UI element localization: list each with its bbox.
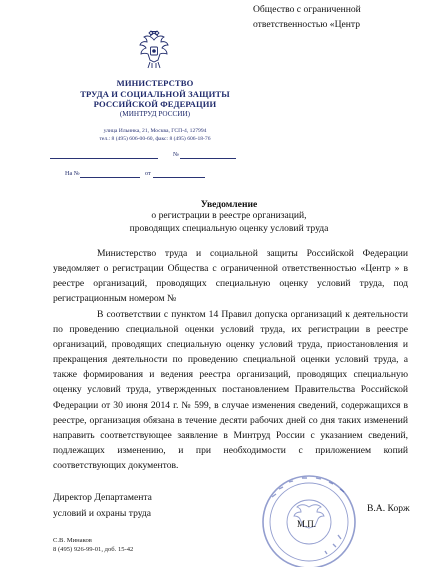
ministry-address: улица Ильинка, 21, Москва, ГСП-4, 127994 (103, 128, 207, 134)
notice-subtitle-line-1: о регистрации в реестре организаций, (151, 210, 307, 221)
signatory-position-line-2: условий и охраны труда (53, 507, 152, 519)
addressee-line-2: ответственностью «Центр (253, 18, 361, 30)
executor-phone: 8 (495) 926-99-01, доб. 15-42 (53, 546, 134, 554)
body-paragraph-1: Министерство труда и социальной защиты Российской Федерации уведомляет о регистрации Общества с ограниченной ответственностью «Центр » в реестре организаций, проводящих специальную оценку условий труда, под регистрационным номером № (53, 248, 408, 305)
ministry-name-line-2: ТРУДА И СОЦИАЛЬНОЙ ЗАЩИТЫ (80, 88, 230, 99)
ministry-name-line-3: РОССИЙСКОЙ ФЕДЕРАЦИИ (93, 99, 217, 109)
addressee (253, 3, 421, 32)
signatory-position (53, 490, 152, 521)
signatory-position-line-1: Директор Департамента (53, 492, 152, 503)
ministry-phone: тел.: 8 (495) 606-00-60, факс: 8 (495) 606-18-76 (99, 135, 211, 142)
outgoing-number-line (180, 158, 236, 159)
outgoing-date-line (50, 158, 158, 159)
signatory-name: В.А. Корж (367, 503, 410, 514)
executor-name: С.В. Минаков (53, 537, 92, 544)
addressee-line-1: Общество с ограниченной (253, 4, 361, 15)
reference-date-line (153, 177, 205, 178)
ministry-short-name: (МИНТРУД РОССИИ) (119, 110, 191, 118)
coat-of-arms-icon (137, 30, 171, 72)
executor-contact (53, 536, 133, 554)
seal-place-mark: М.П. (297, 519, 317, 529)
reference-number-line (80, 177, 140, 178)
ministry-name-line-1: МИНИСТЕРСТВО (116, 78, 194, 88)
reference-number-label: На № (65, 170, 80, 177)
body-paragraph-2: В соответствии с пунктом 14 Правил допуска организаций к деятельности по проведению специальной оценки условий труда, их регистрации в реестре организаций, проводящих специальную оценку условий труда, приостановления и прекращения деятельности по проведению специальной оценки условий труда, а также формирования и ведения реестра организаций, проводящих специальную оценку условий труда, утвержденных постановлением Правительства Российской Федерации от 30 июня 2014 г. № 599, в случае изменения сведений, содержащихся в реестре, организация обязана в течение десяти рабочих дней со дня таких изменений направить соответствующее заявление в Минтруд России с указанием сведений, подлежащих изменению, и при необходимости с приложением копий соответствующих документов. (53, 309, 408, 471)
official-seal-stamp (234, 467, 384, 567)
outgoing-number-sign: № (173, 151, 179, 158)
notice-subtitle-line-2: проводящих специальную оценку условий труда (129, 223, 329, 234)
reference-date-label: от (145, 170, 151, 177)
notice-title: Уведомление (200, 199, 258, 210)
